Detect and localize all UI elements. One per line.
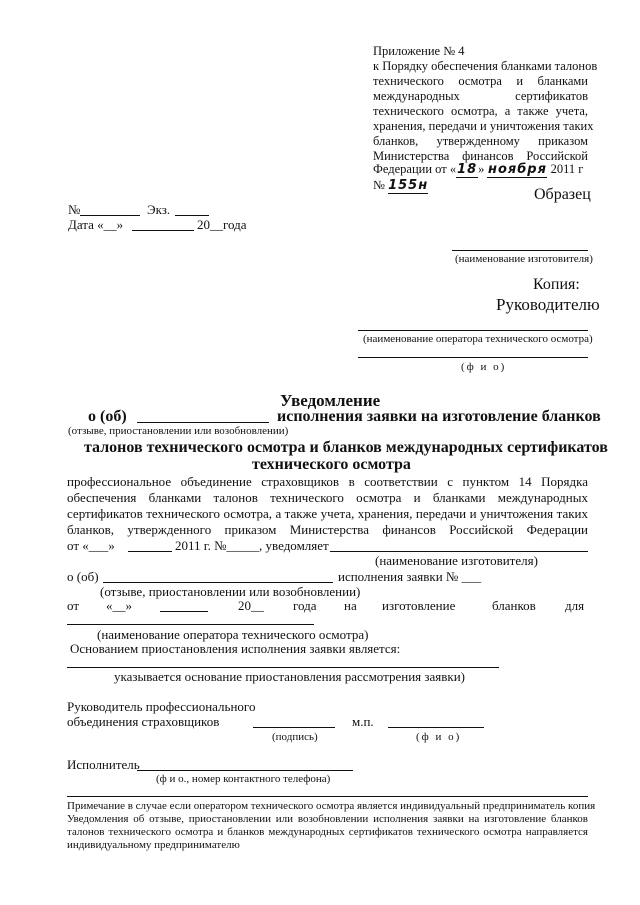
appendix-date-day: 18 (457, 162, 478, 177)
appendix-number-prefix: № (373, 178, 385, 192)
body-date-row-na: на (344, 598, 357, 613)
notice-line1-right: исполнения заявки на изготовление бланков (277, 408, 601, 425)
body-date-row-year: 20__ (238, 598, 264, 613)
body-date-row-manufacture: изготовление (382, 598, 456, 613)
manufacturer-caption: (наименование изготовителя) (455, 253, 593, 265)
sample-label: Образец (534, 186, 591, 203)
copy-field (175, 215, 209, 216)
signature-sign-caption: (подпись) (272, 731, 318, 743)
note-line-3: талонов технического осмотра и бланков международных сертификатов технического осмотра направляется (67, 826, 588, 838)
manufacturer-field (452, 250, 588, 251)
body-line-3: сертификатов технического осмотра, а также учета, хранения, передачи и уничтожения таких (67, 506, 588, 521)
body-date-row-goda: года (293, 598, 317, 613)
body-date-row-blanks: бланков (492, 598, 536, 613)
operator-field (358, 330, 588, 331)
appendix-line-2: технического осмотра и бланками (373, 74, 588, 88)
signature-sign-field (253, 727, 335, 728)
note-divider (67, 796, 588, 797)
date-field (132, 230, 194, 231)
executor-field (137, 770, 353, 771)
appendix-line-6: бланков, утвержденному приказом (373, 134, 588, 148)
notice-line2: талонов технического осмотра и бланков международных сертификатов (84, 439, 608, 456)
signature-seal: м.п. (352, 714, 374, 729)
notice-sub-caption: (отзыве, приостановлении или возобновлении) (68, 425, 289, 437)
to-head-label: Руководителю (496, 295, 600, 314)
signature-head-line2: объединения страховщиков (67, 714, 220, 729)
body-manufacturer-field (330, 551, 588, 552)
body-date-field (128, 551, 172, 552)
fio-field (358, 357, 588, 358)
executor-caption: (ф и о., номер контактного телефона) (156, 773, 331, 785)
note-line-1: Примечание в случае если оператором технического осмотра является индивидуальный предприниматель копия (67, 800, 596, 812)
appendix-date-mid: » (478, 162, 485, 176)
appendix-date-line (373, 162, 583, 178)
signature-fio-field (388, 727, 484, 728)
body-operator-field (67, 624, 314, 625)
body-basis: Основанием приостановления исполнения заявки является: (70, 641, 401, 656)
body-operator-caption: (наименование оператора технического осмотра) (97, 627, 369, 642)
appendix-number-value: 155н (388, 178, 429, 193)
executor-label: Исполнитель (67, 757, 140, 772)
appendix-date-prefix: Федерации от « (373, 162, 457, 176)
doc-number-label: № (68, 202, 81, 217)
note-line-2: Уведомления об отзыве, приостановлении или возобновлении исполнения заявки на изготовление бланков (67, 813, 588, 825)
body-date-row-ot: от (67, 598, 80, 613)
notice-title: Уведомление (280, 391, 381, 410)
body-date-row-day: «__» (106, 598, 132, 613)
notice-line1-field (137, 422, 269, 423)
date-year-label: 20__года (197, 217, 247, 232)
body-date-row-for: для (565, 598, 585, 613)
copy-to-label: Копия: (533, 276, 580, 293)
doc-number-field (80, 215, 140, 216)
body-line-1: профессиональное объединение страховщиков в соответствии с пунктом 14 Порядка (67, 474, 588, 489)
note-line-4: индивидуальному предпринимателю (67, 839, 240, 851)
appendix-line-3: международных сертификатов (373, 89, 588, 103)
appendix-line-1: к Порядку обеспечения бланками талонов (373, 59, 598, 73)
appendix-line-7: Министерства финансов Российской (373, 149, 588, 163)
body-manufacturer-caption: (наименование изготовителя) (375, 553, 538, 568)
body-basis-field (67, 667, 499, 668)
appendix-title: Приложение № 4 (373, 44, 465, 58)
body-line-2: обеспечения бланками талонов технического осмотра и бланками международных (67, 490, 588, 505)
signature-fio-caption: (ф и о) (416, 731, 462, 743)
body-basis-caption: указывается основание приостановления рассмотрения заявки) (114, 669, 466, 684)
signature-head-line1: Руководитель профессионального (67, 699, 256, 714)
body-line-4: бланков, утвержденного приказом Министерства финансов Российской Федерации (67, 522, 588, 537)
body-date-row-month-field (160, 611, 208, 612)
notice-line1-left: о (об) (88, 408, 127, 425)
body-line-5b: 2011 г. №_____, уведомляет (175, 538, 329, 553)
appendix-line-4: технического осмотра, а также учета, (373, 104, 588, 118)
date-label: Дата «__» (68, 217, 124, 232)
body-oob: о (об) (67, 569, 99, 584)
fio-caption: (ф и о) (461, 361, 507, 373)
body-execution: исполнения заявки № ___ (338, 569, 482, 584)
appendix-date-month: ноября (487, 162, 547, 177)
operator-caption: (наименование оператора технического осмотра) (363, 333, 593, 345)
appendix-date-year: 2011 г (550, 162, 584, 176)
body-sub-caption: (отзыве, приостановлении или возобновлении) (100, 584, 361, 599)
body-oob-field (103, 582, 333, 583)
copy-label: Экз. (147, 202, 171, 217)
appendix-number-line (373, 178, 428, 194)
appendix-line-5: хранения, передачи и уничтожения таких (373, 119, 594, 133)
notice-line3: технического осмотра (252, 456, 411, 473)
body-line-5a: от «___» (67, 538, 115, 553)
